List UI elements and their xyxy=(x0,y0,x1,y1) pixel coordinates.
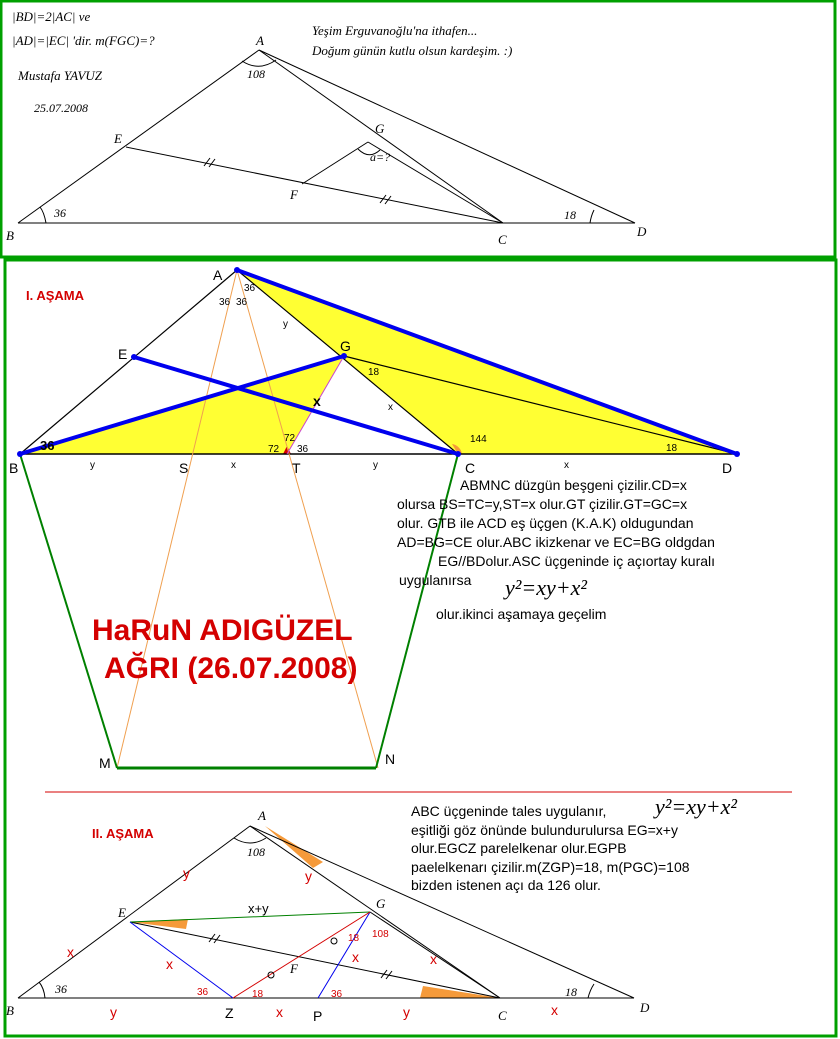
point-label-e: E xyxy=(118,905,126,920)
point-label-c: C xyxy=(465,460,476,476)
angle-a-wedge xyxy=(265,826,323,868)
point-label-g: G xyxy=(376,896,386,911)
label-d18: 18 xyxy=(666,443,678,454)
label-y-ag: y xyxy=(283,319,288,330)
label-x-gc: x xyxy=(388,402,393,413)
label-a36-3: 36 xyxy=(236,297,248,308)
label-z36: 36 xyxy=(197,987,209,998)
label-d18: 18 xyxy=(565,985,577,999)
label-x-gt: x xyxy=(313,393,321,409)
panel-1-lines xyxy=(18,50,635,223)
point-label-d: D xyxy=(640,1000,650,1015)
point-label-a: A xyxy=(213,267,223,283)
panel-2 xyxy=(5,260,836,1036)
label-b36: 36 xyxy=(40,438,55,453)
label-y-pc: y xyxy=(403,1004,410,1020)
point-label-f: F xyxy=(290,961,298,976)
point-label-c: C xyxy=(498,232,507,247)
label-y-bz: y xyxy=(110,1004,117,1020)
explanation-line-2: olursa BS=TC=y,ST=x olur.GT çizilir.GT=GC=x xyxy=(397,496,688,512)
segment-ez xyxy=(130,922,233,998)
point-label-s: S xyxy=(179,460,189,476)
label-a108: 108 xyxy=(247,845,265,859)
label-c144: 144 xyxy=(470,434,487,445)
label-x-zp: x xyxy=(276,1004,283,1020)
label-x-gc: x xyxy=(430,951,437,967)
point-label-d: D xyxy=(722,460,733,476)
point-label-e: E xyxy=(114,131,122,146)
equal-mark-1 xyxy=(331,938,337,944)
label-z18: 18 xyxy=(252,989,264,1000)
label-t72-b: 72 xyxy=(268,444,280,455)
angle-b-value: 36 xyxy=(54,206,66,220)
label-b36: 36 xyxy=(55,982,67,996)
panel-2-explanation xyxy=(397,477,715,622)
label-g108: 108 xyxy=(372,929,389,940)
stage-1-title: I. AŞAMA xyxy=(26,288,85,303)
point-label-n: N xyxy=(385,751,396,767)
label-y-ag: y xyxy=(305,868,312,884)
stage-2-line-1: ABC üçgeninde tales uygulanır, xyxy=(411,803,607,819)
dedication-line-2: Doğum günün kutlu olsun kardeşim. :) xyxy=(312,43,513,58)
explanation-line-1: ABMNC düzgün beşgeni çizilir.CD=x xyxy=(460,477,687,493)
explanation-line-3: olur. GTB ile ACD eş üçgen (K.A.K) oldugundan xyxy=(397,515,694,531)
angle-a-value: 108 xyxy=(247,67,265,81)
angle-g-unknown: a=? xyxy=(370,150,391,164)
label-y-ae: y xyxy=(183,865,190,881)
angle-d-value: 18 xyxy=(564,208,576,222)
given-line-2: |AD|=|EC| 'dir. m(FGC)=? xyxy=(12,33,155,48)
explanation-line-5: EG//BDolur.ASC üçgeninde iç açıortay kuralı xyxy=(438,553,716,569)
segment-gp xyxy=(318,912,370,998)
credit-author: HaRuN ADIGÜZEL xyxy=(92,614,353,647)
point-label-b: B xyxy=(6,1003,14,1018)
point-label-b: B xyxy=(9,460,19,476)
point-label-z: Z xyxy=(225,1005,234,1021)
point-label-d: D xyxy=(637,224,647,239)
given-line-1: |BD|=2|AC| ve xyxy=(12,9,91,24)
credit-place-date: AĞRI (26.07.2008) xyxy=(104,652,358,685)
pentagon-abmnc xyxy=(20,454,458,768)
stage-2-line-4: paelelkenarı çizilir.m(ZGP)=18, m(PGC)=108 xyxy=(411,859,690,875)
point-label-a: A xyxy=(256,33,264,48)
explanation-line-6: uygulanırsa xyxy=(399,572,472,588)
point-label-p: P xyxy=(313,1008,323,1024)
label-x-plus-y-eg: x+y xyxy=(248,901,269,916)
label-g18: 18 xyxy=(348,933,360,944)
label-p36: 36 xyxy=(331,989,343,1000)
point-label-c: C xyxy=(498,1008,507,1023)
point-label-a: A xyxy=(258,808,266,823)
label-x-st: x xyxy=(231,460,236,471)
stage-2-title: II. AŞAMA xyxy=(92,826,154,841)
equation-stage-1: y²=xy+x² xyxy=(505,575,587,600)
explanation-line-7: olur.ikinci aşamaya geçelim xyxy=(436,606,607,622)
label-a36-2: 36 xyxy=(219,297,231,308)
segment-zg xyxy=(233,912,370,998)
label-t72-a: 72 xyxy=(284,433,296,444)
angle-c-wedge xyxy=(420,986,500,998)
label-x-ez: x xyxy=(166,956,173,972)
label-g18: 18 xyxy=(368,367,380,378)
explanation-line-4: AD=BG=CE olur.ABC ikizkenar ve EC=BG oldgdan xyxy=(397,534,715,550)
author-date: 25.07.2008 xyxy=(34,101,88,115)
label-y-bs: y xyxy=(90,460,95,471)
label-a36-1: 36 xyxy=(244,283,256,294)
point-label-g: G xyxy=(340,338,351,354)
equation-stage-2: y²=xy+x² xyxy=(655,794,737,819)
point-label-b: B xyxy=(6,228,14,243)
label-x-gp: x xyxy=(352,949,359,965)
panel-3-explanation xyxy=(411,822,690,893)
label-x-cd: x xyxy=(551,1002,558,1018)
stage-2-line-3: olur.EGCZ parelelkenar olur.EGPB xyxy=(411,840,627,856)
panel-3 xyxy=(6,794,737,1024)
point-label-g: G xyxy=(375,121,385,136)
stage-2-line-5: bizden istenen açı da 126 olur. xyxy=(411,877,601,893)
author-name: Mustafa YAVUZ xyxy=(18,68,103,83)
label-y-tc: y xyxy=(373,460,378,471)
stage-2-line-2: eşitliği göz önünde bulundurulursa EG=x+y xyxy=(411,822,678,838)
dedication-line-1: Yeşim Erguvanoğlu'na ithafen... xyxy=(312,23,478,38)
point-label-e: E xyxy=(118,346,128,362)
label-t36: 36 xyxy=(297,444,309,455)
label-x-cd: x xyxy=(564,460,569,471)
point-label-f: F xyxy=(290,187,298,202)
panel-1 xyxy=(1,1,835,257)
point-label-t: T xyxy=(292,460,301,476)
point-label-m: M xyxy=(99,755,111,771)
label-x-be: x xyxy=(67,944,74,960)
